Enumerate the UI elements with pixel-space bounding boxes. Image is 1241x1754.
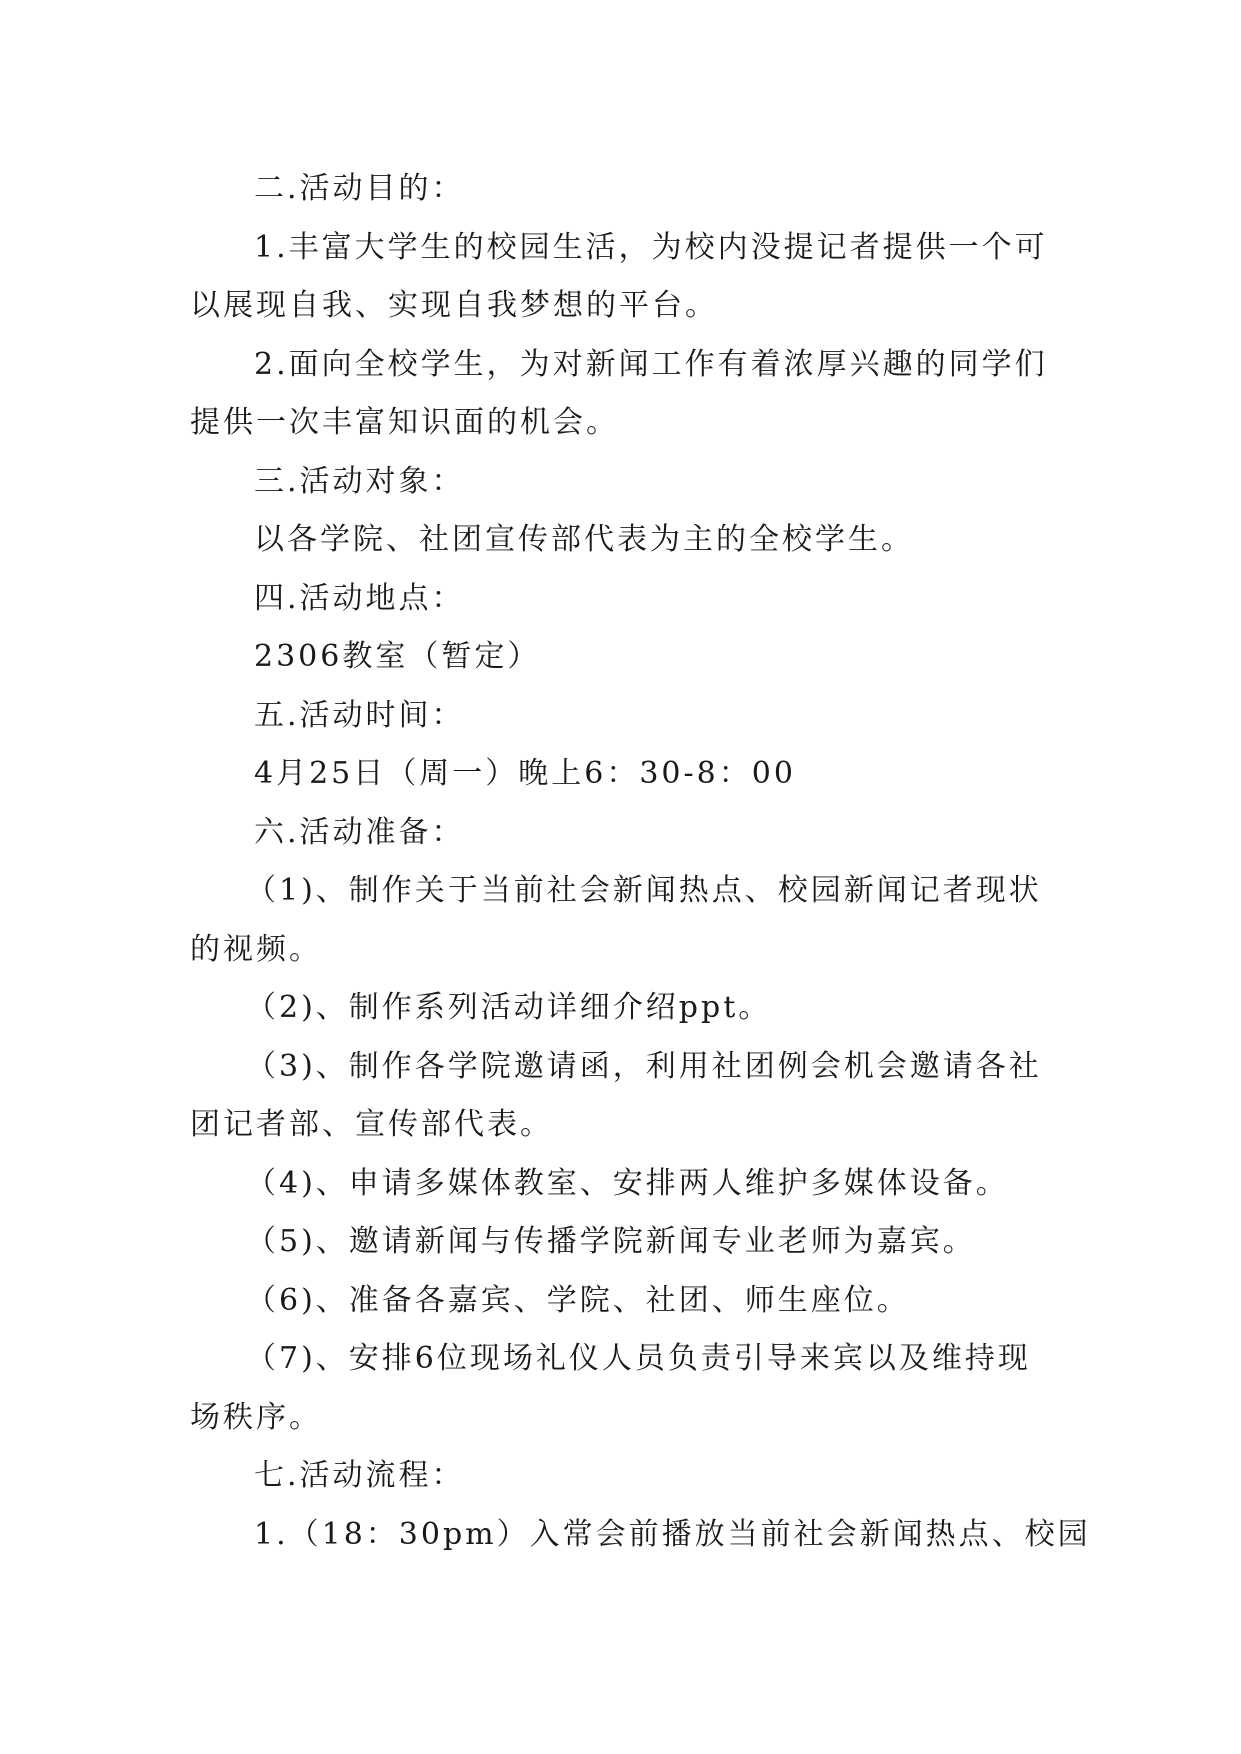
paragraph-line: 1.丰富大学生的校园生活，为校内没提记者提供一个可 [254, 229, 1048, 265]
list-item: （3)、制作各学院邀请函，利用社团例会机会邀请各社 [246, 1048, 1042, 1084]
list-item: （5)、邀请新闻与传播学院新闻专业老师为嘉宾。 [246, 1224, 976, 1259]
list-item: （7)、安排6位现场礼仪人员负责引导来宾以及维持现 [246, 1341, 1031, 1376]
list-item-continuation: 场秩序。 [190, 1399, 322, 1435]
section-heading-audience: 三.活动对象： [254, 463, 465, 499]
paragraph-line: 1.（18：30pm）入常会前播放当前社会新闻热点、校园 [254, 1516, 1091, 1552]
paragraph-line: 4月25日（周一）晚上6：30-8：00 [254, 756, 796, 791]
list-item: （4)、申请多媒体教室、安排两人维护多媒体设备。 [246, 1165, 1009, 1201]
document-body [190, 160, 1091, 1564]
paragraph-line: 以各学院、社团宣传部代表为主的全校学生。 [254, 522, 914, 557]
list-item-continuation: 的视频。 [190, 931, 322, 967]
list-item: （2)、制作系列活动详细介绍ppt。 [246, 990, 772, 1025]
section-heading-purpose: 二.活动目的： [254, 171, 465, 206]
list-item-continuation: 团记者部、宣传部代表。 [190, 1107, 553, 1142]
section-heading-time: 五.活动时间： [254, 697, 465, 733]
section-heading-location: 四.活动地点： [254, 580, 465, 616]
paragraph-line: 2.面向全校学生，为对新闻工作有着浓厚兴趣的同学们 [254, 346, 1048, 382]
paragraph-line: 以展现自我、实现自我梦想的平台。 [190, 288, 718, 323]
list-item: （1)、制作关于当前社会新闻热点、校园新闻记者现状 [246, 873, 1042, 908]
paragraph-line: 2306教室（暂定） [254, 639, 541, 674]
paragraph-line: 提供一次丰富知识面的机会。 [190, 405, 619, 440]
section-heading-process: 七.活动流程： [254, 1458, 465, 1493]
section-heading-preparation: 六.活动准备： [254, 814, 465, 850]
list-item: （6)、准备各嘉宾、学院、社团、师生座位。 [246, 1282, 910, 1318]
